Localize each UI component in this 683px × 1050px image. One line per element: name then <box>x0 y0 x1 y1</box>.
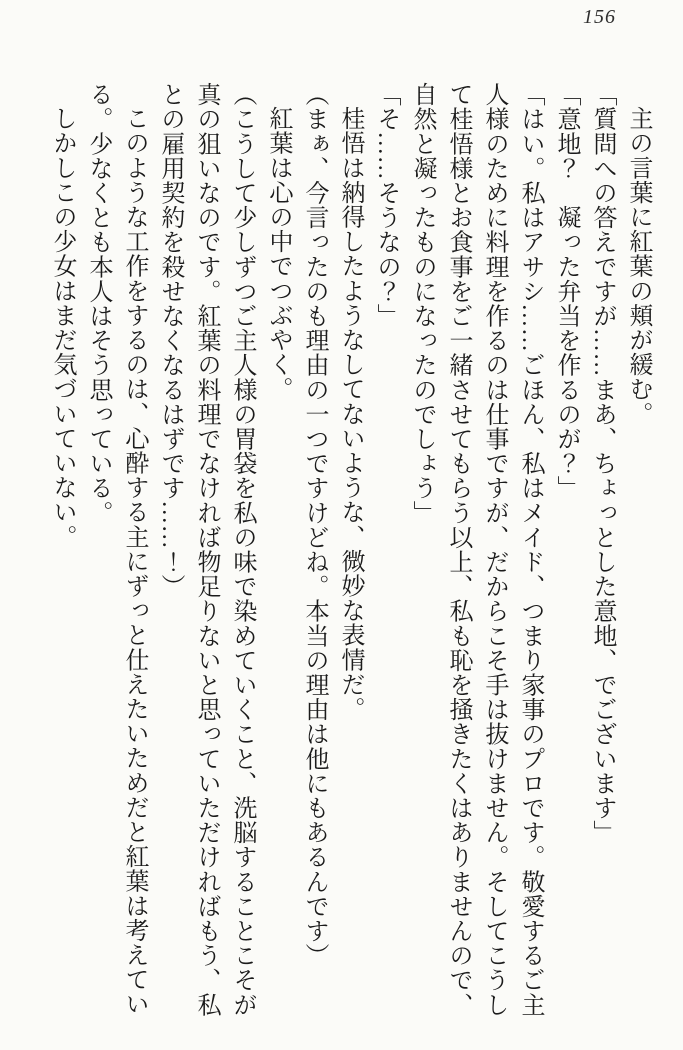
text-block <box>44 82 656 1027</box>
text-line: このような工作をするのは、心酔する主にずっと仕えたいためだと紅葉は考えてい <box>121 106 147 1017</box>
text-line: 真の狙いなのです。紅葉の料理でなければ物足りないと思っていただければもう、私 <box>193 82 219 1017</box>
text-line: 紅葉は心の中でつぶやく。 <box>265 106 291 402</box>
text-line: て桂悟様とお食事をご一緒させてもらう以上、私も恥を掻きたくはありませんので、 <box>445 82 471 1017</box>
text-line: しかしこの少女はまだ気づいていない。 <box>49 106 75 549</box>
text-line: 「はい。私はアサシ……ごほん、私はメイド、つまり家事のプロです。敬愛するご主 <box>517 82 543 1017</box>
text-line: る。少なくとも本人はそう思っている。 <box>85 82 111 525</box>
text-line: との雇用契約を殺せなくなるはずです……！） <box>157 82 183 599</box>
text-line: 「そ……そうなの？」 <box>373 82 399 328</box>
text-line: 「意地？ 凝った弁当を作るのが？」 <box>553 82 579 501</box>
text-line: 人様のために料理を作るのは仕事ですが、だからこそ手は抜けません。そしてこうし <box>481 82 507 1017</box>
text-line: 桂悟は納得したようなしてないような、微妙な表情だ。 <box>337 106 363 721</box>
text-line: （まぁ、今言ったのも理由の一つですけどね。本当の理由は他にもあるんです） <box>301 82 327 968</box>
page-number: 156 <box>583 6 616 28</box>
text-line: 「質問への答えですが……まあ、ちょっとした意地、でございます」 <box>589 82 615 845</box>
text-line: 自然と凝ったものになったのでしょう」 <box>409 82 435 525</box>
text-line: 主の言葉に紅葉の頬が緩む。 <box>625 106 651 426</box>
text-line: （こうして少しずつご主人様の胃袋を私の味で染めていくこと、洗脳することこそが <box>229 82 255 1017</box>
